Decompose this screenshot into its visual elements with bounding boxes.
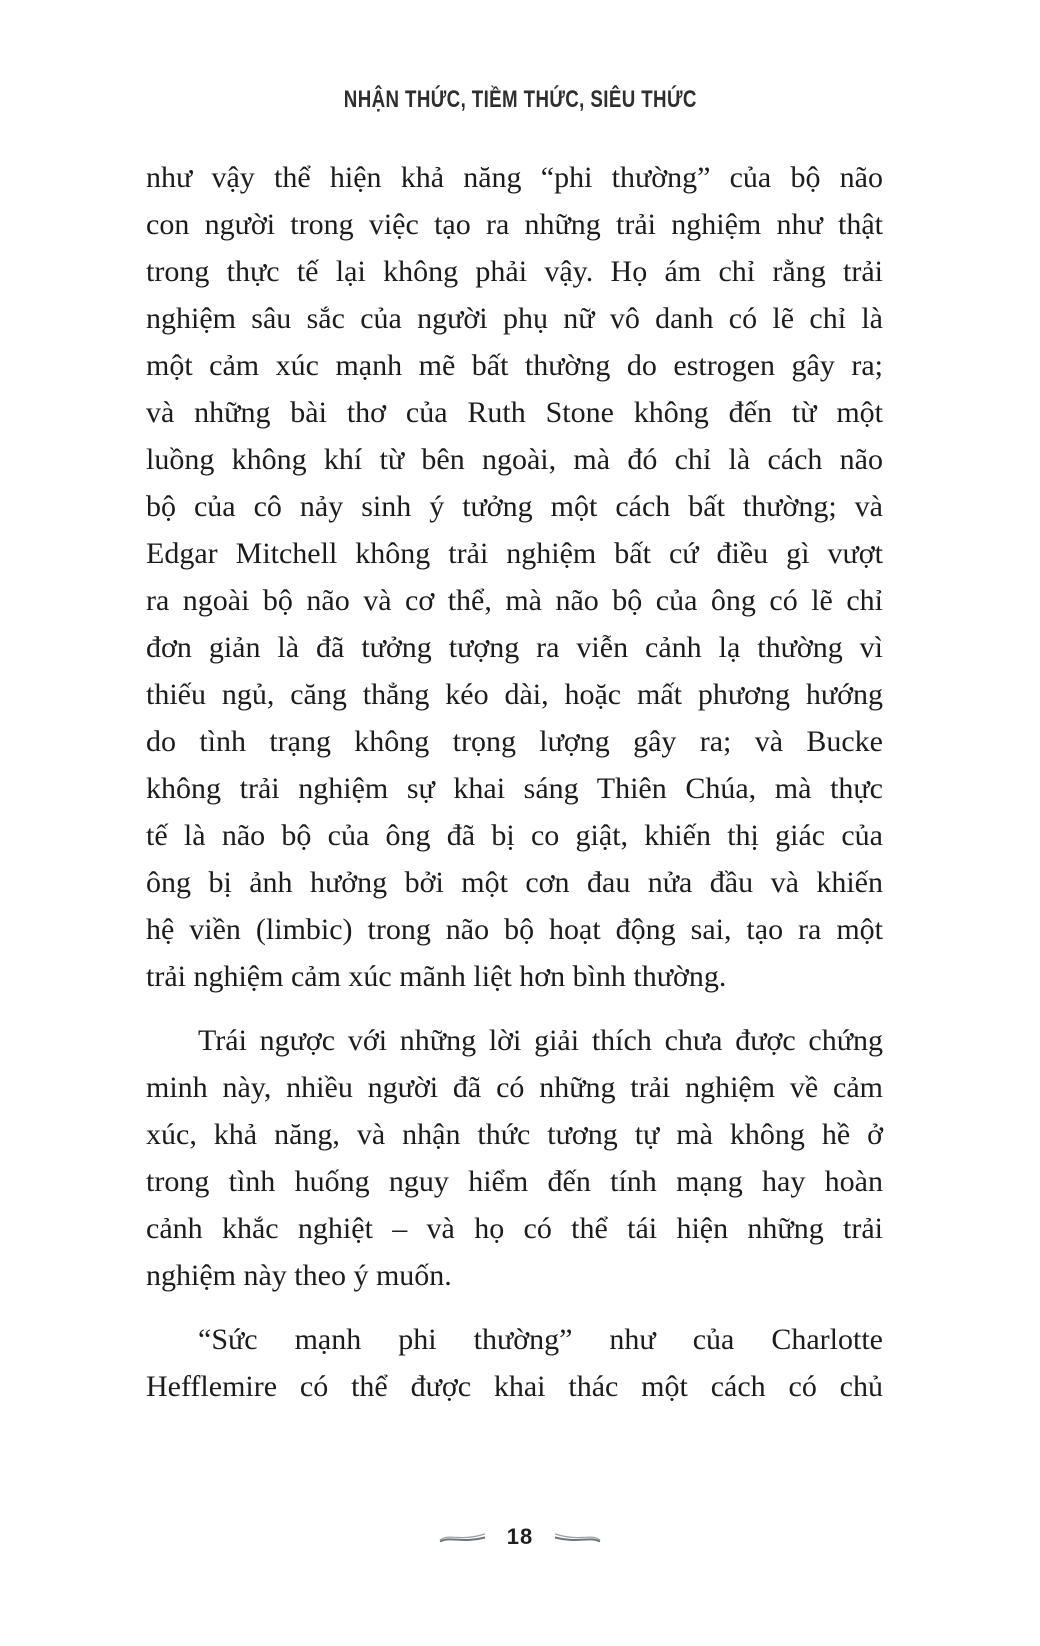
text-line: thiếu ngủ, căng thẳng kéo dài, hoặc mất phương hướng [146, 678, 883, 711]
wave-ornament-left-icon [439, 1530, 487, 1544]
page-body [146, 154, 883, 1427]
text-line: do tình trạng không trọng lượng gây ra; và Bucke [146, 725, 883, 758]
text-line: không trải nghiệm sự khai sáng Thiên Chúa, mà thực [146, 772, 883, 805]
text-line: Trái ngược với những lời giải thích chưa được chứng [198, 1024, 883, 1057]
text-line: đơn giản là đã tưởng tượng ra viễn cảnh lạ thường vì [146, 631, 883, 664]
text-line: luồng không khí từ bên ngoài, mà đó chỉ là cách não [146, 443, 883, 476]
page-number: 18 [506, 1524, 534, 1549]
page-footer [0, 1524, 1040, 1550]
text-line: trong thực tế lại không phải vậy. Họ ám chỉ rằng trải [146, 255, 883, 288]
text-line: và những bài thơ của Ruth Stone không đến từ một [146, 396, 883, 429]
text-line: nghiệm sâu sắc của người phụ nữ vô danh có lẽ chỉ là [146, 302, 883, 335]
text-line: trải nghiệm cảm xúc mãnh liệt hơn bình thường. [146, 960, 727, 993]
paragraph [146, 1316, 883, 1410]
paragraph [146, 154, 883, 1000]
text-line: nghiệm này theo ý muốn. [146, 1259, 452, 1292]
text-line: Hefflemire có thể được khai thác một cách có chủ [146, 1370, 883, 1403]
text-line: bộ của cô nảy sinh ý tưởng một cách bất thường; và [146, 490, 883, 523]
text-line: như vậy thể hiện khả năng “phi thường” của bộ não [146, 161, 883, 194]
text-line: minh này, nhiều người đã có những trải nghiệm về cảm [146, 1071, 883, 1104]
running-header-title: NHẬN THỨC, TIỀM THỨC, SIÊU THỨC [343, 85, 697, 114]
text-line: “Sức mạnh phi thường” như của Charlotte [198, 1323, 883, 1356]
text-line: một cảm xúc mạnh mẽ bất thường do estrogen gây ra; [146, 349, 883, 382]
paragraph [146, 1017, 883, 1299]
text-line: ông bị ảnh hưởng bởi một cơn đau nửa đầu và khiến [146, 866, 883, 899]
wave-ornament-right-icon [553, 1530, 601, 1544]
text-line: cảnh khắc nghiệt – và họ có thể tái hiện những trải [146, 1212, 883, 1245]
running-header [0, 86, 1040, 114]
text-line: tế là não bộ của ông đã bị co giật, khiến thị giác của [146, 819, 883, 852]
text-line: trong tình huống nguy hiểm đến tính mạng hay hoàn [146, 1165, 883, 1198]
text-line: con người trong việc tạo ra những trải nghiệm như thật [146, 208, 883, 241]
text-line: Edgar Mitchell không trải nghiệm bất cứ điều gì vượt [146, 537, 883, 570]
text-line: ra ngoài bộ não và cơ thể, mà não bộ của ông có lẽ chỉ [146, 584, 883, 617]
text-line: hệ viền (limbic) trong não bộ hoạt động sai, tạo ra một [146, 913, 883, 946]
text-line: xúc, khả năng, và nhận thức tương tự mà không hề ở [146, 1118, 883, 1151]
